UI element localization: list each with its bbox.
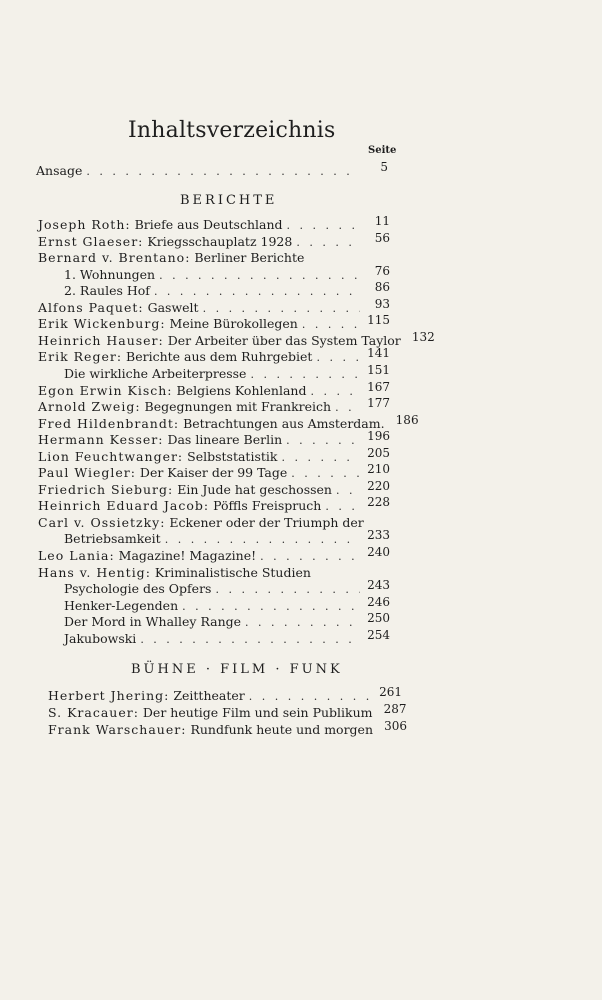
toc-entry bbox=[48, 685, 402, 704]
toc-entry bbox=[38, 313, 390, 332]
entry-page: 205 bbox=[367, 445, 390, 460]
entry-page: 261 bbox=[379, 685, 402, 699]
entry-page: 86 bbox=[374, 280, 390, 295]
entry-text bbox=[38, 234, 292, 250]
entry-page: 306 bbox=[384, 719, 407, 733]
entry-page: 151 bbox=[367, 362, 390, 377]
dot-leader bbox=[203, 301, 360, 317]
entry-author: Leo Lania: bbox=[38, 548, 115, 563]
entry-author: Friedrich Sieburg: bbox=[38, 481, 174, 497]
entry-page: 196 bbox=[367, 429, 390, 444]
dot-leader bbox=[260, 549, 360, 565]
entry-title: Psychologie des Opfers bbox=[64, 581, 212, 597]
dot-leader bbox=[287, 218, 360, 234]
toc-entry bbox=[64, 528, 390, 547]
entry-author: Heinrich Hauser: bbox=[38, 332, 164, 348]
entry-title: Die wirkliche Arbeiterpresse bbox=[64, 365, 247, 381]
dot-leader bbox=[286, 433, 360, 449]
dot-leader bbox=[291, 466, 360, 482]
entry-text bbox=[38, 498, 321, 514]
entry-text bbox=[38, 515, 364, 530]
entry-title: Eckener oder der Triumph der bbox=[169, 514, 364, 530]
entry-author: Bernard v. Brentano: bbox=[38, 250, 191, 266]
entry-title: Zeittheater bbox=[173, 688, 245, 703]
dot-leader bbox=[86, 164, 358, 180]
toc-entry bbox=[38, 515, 364, 531]
entry-page: 233 bbox=[367, 528, 390, 543]
section-heading-berichte: BERICHTE bbox=[180, 193, 278, 208]
entry-title: Jakubowski bbox=[64, 630, 137, 646]
toc-entry bbox=[38, 412, 419, 432]
entry-title: Rundfunk heute und morgen bbox=[190, 722, 373, 737]
toc-entry bbox=[38, 214, 390, 233]
entry-page: 177 bbox=[367, 396, 390, 411]
entry-author: Arnold Zweig: bbox=[38, 399, 141, 415]
entry-text bbox=[38, 548, 256, 564]
entry-text bbox=[38, 482, 332, 498]
toc-entry bbox=[64, 594, 390, 614]
entry-author: Egon Erwin Kisch: bbox=[38, 382, 173, 398]
entry-title: Henker-Legenden bbox=[64, 597, 179, 613]
dot-leader bbox=[310, 384, 360, 400]
dot-leader bbox=[250, 367, 360, 383]
entry-title: Betrachtungen aus Amsterdam. bbox=[183, 415, 385, 431]
entry-title: Ein Jude hat geschossen bbox=[177, 481, 332, 497]
dot-leader bbox=[215, 582, 360, 598]
entry-text bbox=[64, 581, 211, 597]
entry-page: 141 bbox=[367, 346, 390, 361]
entry-author: Heinrich Eduard Jacob: bbox=[38, 498, 210, 514]
page-column-label: Seite bbox=[368, 145, 397, 156]
entry-author: Erik Reger: bbox=[38, 349, 123, 365]
toc-entry bbox=[38, 396, 390, 415]
entry-text bbox=[38, 349, 312, 365]
entry-author: Frank Warschauer: bbox=[48, 722, 187, 737]
entry-title: Selbststatistik bbox=[187, 448, 278, 464]
toc-entry bbox=[64, 280, 390, 299]
entry-text bbox=[38, 465, 287, 481]
entry-text bbox=[38, 250, 304, 265]
toc-entry bbox=[64, 578, 390, 597]
entry-page: 186 bbox=[395, 412, 419, 427]
entry-text bbox=[38, 333, 401, 349]
entry-title: Kriminalistische Studien bbox=[154, 564, 311, 580]
entry-author: Alfons Paquet: bbox=[38, 299, 144, 315]
entry-text bbox=[38, 300, 199, 316]
entry-text bbox=[64, 283, 150, 299]
entry-page: 228 bbox=[367, 495, 390, 510]
entry-title: Magazine! Magazine! bbox=[118, 548, 257, 563]
toc-entry-ansage bbox=[36, 160, 388, 179]
entry-page: 5 bbox=[380, 160, 388, 174]
entry-text bbox=[48, 705, 373, 721]
toc-entry bbox=[64, 611, 390, 630]
entry-page: 167 bbox=[367, 379, 390, 394]
entry-text bbox=[64, 531, 161, 547]
entry-text bbox=[48, 688, 245, 704]
entry-title: Kriegsschauplatz 1928 bbox=[147, 233, 293, 249]
entry-title: Begegnungen mit Frankreich bbox=[144, 399, 332, 415]
entry-text bbox=[38, 383, 306, 399]
entry-title: Der Kaiser der 99 Tage bbox=[139, 465, 288, 481]
entry-title: Meine Bürokollegen bbox=[169, 316, 298, 332]
entry-author: Lion Feuchtwanger: bbox=[38, 448, 184, 464]
entry-title: Berliner Berichte bbox=[194, 250, 305, 266]
toc-entry bbox=[38, 230, 390, 250]
entry-title: Pöffls Freispruch bbox=[213, 498, 322, 514]
entry-page: 132 bbox=[411, 329, 435, 344]
entry-page: 250 bbox=[367, 611, 390, 626]
entry-author: Erik Wickenburg: bbox=[38, 316, 166, 332]
entry-author: Fred Hildenbrandt: bbox=[38, 415, 180, 431]
entry-author: Paul Wiegler: bbox=[38, 465, 136, 481]
entry-title: Briefe aus Deutschland bbox=[134, 217, 283, 232]
dot-leader bbox=[296, 235, 360, 251]
entry-text bbox=[38, 449, 277, 465]
toc-entry bbox=[48, 702, 407, 721]
entry-text bbox=[38, 217, 283, 233]
entry-page: 254 bbox=[367, 627, 390, 642]
entry-title: Betriebsamkeit bbox=[64, 531, 161, 547]
dot-leader bbox=[335, 400, 360, 416]
entry-title: Das lineare Berlin bbox=[167, 432, 283, 448]
entry-title: Der Mord in Whalley Range bbox=[64, 614, 242, 630]
entry-author: Hans v. Hentig: bbox=[38, 564, 151, 580]
entry-text bbox=[48, 722, 373, 738]
entry-text bbox=[38, 316, 298, 332]
dot-leader bbox=[249, 689, 372, 705]
entry-text bbox=[64, 267, 155, 283]
dot-leader bbox=[281, 450, 360, 466]
entry-page: 11 bbox=[374, 214, 390, 228]
toc-entry bbox=[38, 495, 390, 514]
dot-leader bbox=[154, 284, 360, 300]
toc-entry bbox=[38, 379, 390, 399]
entry-page: 220 bbox=[367, 478, 390, 493]
toc-entry bbox=[38, 462, 390, 481]
entry-text bbox=[38, 416, 385, 432]
entry-page: 115 bbox=[367, 313, 390, 328]
entry-author: S. Kracauer: bbox=[48, 705, 139, 720]
dot-leader bbox=[165, 532, 360, 548]
entry-title: Berichte aus dem Ruhrgebiet bbox=[126, 349, 313, 365]
toc-entry bbox=[38, 250, 304, 266]
entry-title: 1. Wohnungen bbox=[64, 266, 156, 282]
section-heading-buehne: BÜHNE · FILM · FUNK bbox=[131, 662, 343, 677]
entry-title: Der heutige Film und sein Publikum bbox=[142, 705, 373, 720]
dot-leader bbox=[325, 499, 360, 515]
entry-text bbox=[64, 631, 136, 647]
entry-page: 287 bbox=[383, 702, 407, 716]
toc-entry bbox=[64, 627, 390, 647]
entry-text bbox=[64, 614, 241, 630]
entry-author: Joseph Roth: bbox=[38, 217, 131, 232]
toc-entry bbox=[64, 362, 390, 382]
dot-leader bbox=[302, 317, 360, 333]
entry-author: Ernst Glaeser: bbox=[38, 233, 144, 249]
entry-title: Der Arbeiter über das System Taylor bbox=[167, 332, 401, 348]
entry-page: 240 bbox=[367, 545, 390, 559]
entry-page: 243 bbox=[367, 578, 390, 593]
entry-text bbox=[38, 432, 282, 448]
entry-text bbox=[38, 565, 311, 580]
entry-author: Carl v. Ossietzky: bbox=[38, 514, 166, 530]
page-title: Inhaltsverzeichnis bbox=[128, 118, 336, 143]
entry-text bbox=[64, 366, 246, 382]
toc-entry bbox=[38, 429, 390, 448]
entry-title: Ansage bbox=[36, 163, 83, 178]
entry-author: Hermann Kesser: bbox=[38, 432, 164, 448]
toc-entry bbox=[48, 719, 407, 738]
toc-entry bbox=[38, 545, 390, 564]
entry-text bbox=[64, 598, 178, 614]
dot-leader bbox=[159, 268, 360, 284]
dot-leader bbox=[182, 599, 360, 615]
toc-entry bbox=[38, 445, 390, 465]
entry-title: Belgiens Kohlenland bbox=[176, 382, 307, 398]
entry-text bbox=[38, 399, 331, 415]
dot-leader bbox=[336, 483, 360, 499]
entry-title: Gaswelt bbox=[147, 299, 199, 315]
dot-leader bbox=[245, 615, 360, 631]
toc-entry bbox=[38, 296, 390, 316]
entry-author: Herbert Jhering: bbox=[48, 688, 170, 703]
entry-page: 56 bbox=[374, 230, 390, 245]
dot-leader bbox=[316, 350, 360, 366]
toc-entry bbox=[38, 346, 390, 365]
entry-page: 76 bbox=[374, 263, 390, 278]
toc-entry bbox=[38, 329, 435, 349]
entry-page: 93 bbox=[374, 296, 390, 311]
toc-entry bbox=[64, 263, 390, 283]
entry-page: 210 bbox=[367, 462, 390, 477]
entry-page: 246 bbox=[367, 594, 390, 609]
dot-leader bbox=[140, 632, 360, 648]
entry-title: 2. Raules Hof bbox=[64, 283, 150, 299]
toc-entry bbox=[38, 565, 311, 581]
toc-entry bbox=[38, 478, 390, 498]
